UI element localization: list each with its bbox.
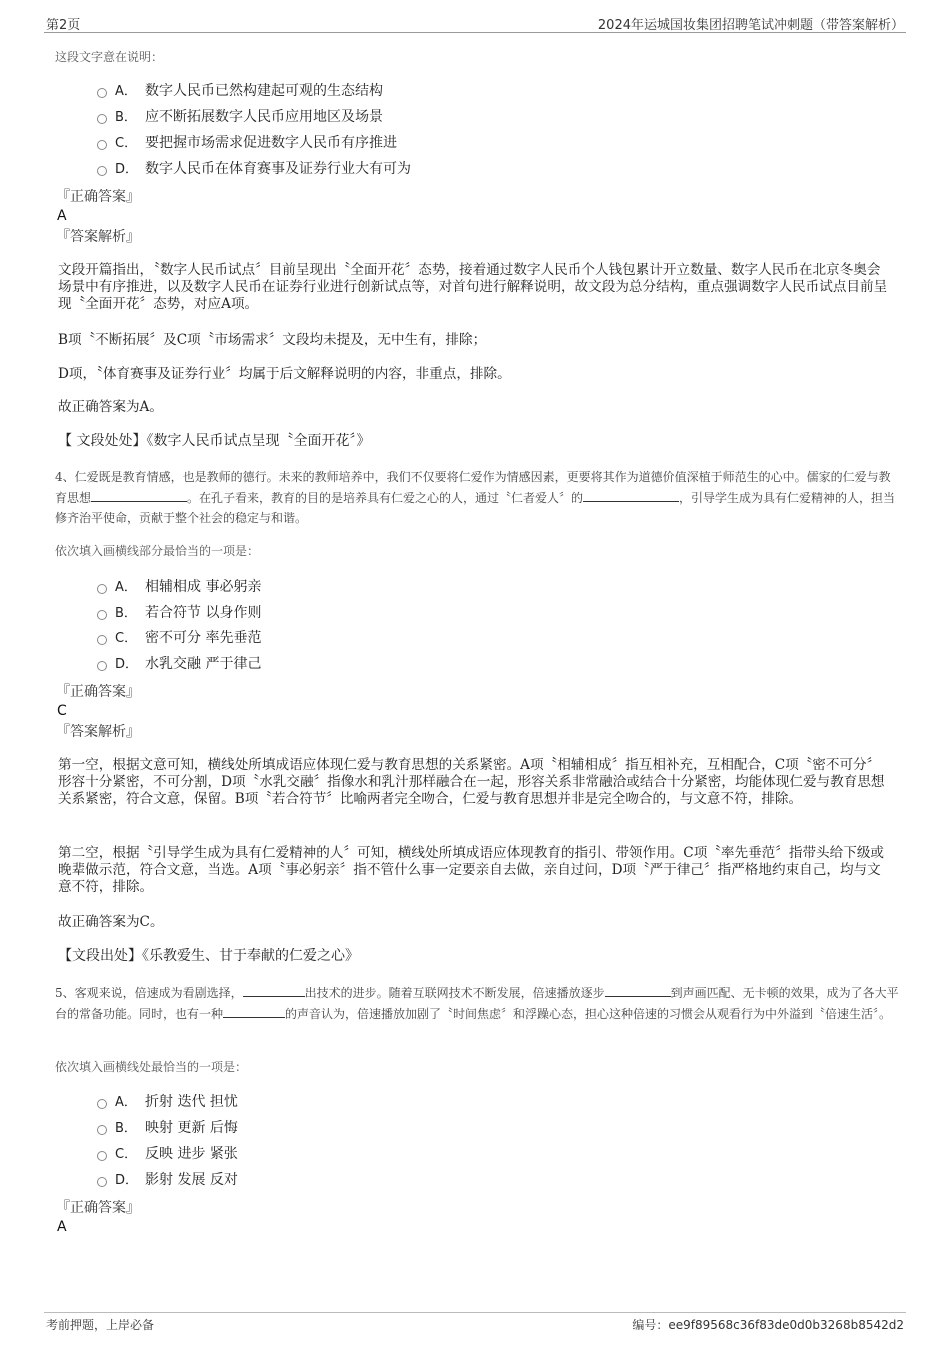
footer-slogan: 考前押题，上岸必备 bbox=[46, 1318, 155, 1332]
q3-option-b[interactable] bbox=[97, 107, 383, 127]
q5-stem-part-1: 5、客观来说，倍速成为看剧选择， bbox=[55, 986, 243, 1000]
radio-icon[interactable] bbox=[97, 1151, 107, 1161]
option-letter: C． bbox=[115, 136, 138, 151]
option-text: 映射 更新 后悔 bbox=[145, 1120, 238, 1136]
option-text: 相辅相成 事必躬亲 bbox=[145, 579, 262, 595]
radio-icon[interactable] bbox=[97, 610, 107, 620]
radio-icon[interactable] bbox=[97, 1099, 107, 1109]
q5-answer-label: 『正确答案』 bbox=[56, 1200, 140, 1216]
radio-icon[interactable] bbox=[97, 166, 107, 176]
option-letter: D． bbox=[115, 1173, 139, 1188]
q5-prompt: 依次填入画横线处最恰当的一项是： bbox=[55, 1060, 248, 1074]
page-header bbox=[44, 12, 906, 33]
option-letter: C． bbox=[115, 631, 138, 646]
option-text: 若合符节 以身作则 bbox=[145, 605, 262, 621]
option-text: 反映 进步 紧张 bbox=[145, 1146, 238, 1162]
q4-source: 【文段出处】《乐教爱生、甘于奉献的仁爱之心》 bbox=[58, 948, 359, 964]
radio-icon[interactable] bbox=[97, 1177, 107, 1187]
q4-answer: C bbox=[57, 703, 67, 719]
q4-option-b[interactable] bbox=[97, 603, 261, 623]
q5-blank-3 bbox=[223, 1005, 285, 1018]
page-footer bbox=[44, 1312, 906, 1337]
radio-icon[interactable] bbox=[97, 88, 107, 98]
page-number: 第2页 bbox=[46, 18, 81, 33]
q3-analysis-para-4: 故正确答案为A。 bbox=[58, 399, 163, 415]
q5-stem-part-4: 的声音认为，倍速播放加剧了〝时间焦虑〞和浮躁心态，担心这种倍速的习惯会从观看行为中外溢到〝倍速生活〞。 bbox=[285, 1006, 892, 1021]
q3-analysis-para-2: B项〝不断拓展〞及C项〝市场需求〞文段均未提及，无中生有，排除； bbox=[58, 332, 487, 348]
q4-stem-part-1: 4、仁爱既是教育情感，也是教师的德行。未来的教师培养中，我们不仅要将仁爱作为情感因素，更要将其作为道德价值深植于师范生的心中。儒家的仁爱与教育思想 bbox=[55, 470, 891, 505]
q4-option-d[interactable] bbox=[97, 654, 261, 674]
q4-analysis-para-3: 故正确答案为C。 bbox=[58, 914, 164, 930]
option-letter: A． bbox=[115, 1095, 137, 1110]
q5-blank-2 bbox=[605, 984, 671, 997]
footer-code-value: ee9f89568c36f83de0d0b3268b8542d2 bbox=[668, 1318, 904, 1332]
option-text: 要把握市场需求促进数字人民币有序推进 bbox=[145, 135, 397, 151]
q4-answer-label: 『正确答案』 bbox=[56, 684, 140, 700]
q5-stem bbox=[55, 983, 900, 1024]
option-text: 密不可分 率先垂范 bbox=[145, 630, 262, 646]
option-text: 折射 迭代 担忧 bbox=[145, 1094, 238, 1110]
option-letter: B． bbox=[115, 1121, 137, 1136]
q4-analysis-para-1: 第一空，根据文意可知，横线处所填成语应体现仁爱与教育思想的关系紧密。A项〝相辅相成〞指互相补充，互相配合，C项〝密不可分〞形容十分紧密，不可分割，D项〝水乳交融〞指像水和乳汁那样融合在一起，形容关系非常融洽或结合十分紧密，均能体现仁爱与教育思想关系紧密，符合文意，保留。B项〝若合符节〞比喻两者完全吻合，仁爱与教育思想并非是完全吻合的，与文意不符，排除。 bbox=[58, 757, 885, 807]
option-letter: A． bbox=[115, 84, 137, 99]
q4-prompt: 依次填入画横线部分最恰当的一项是： bbox=[55, 544, 260, 558]
footer-code-label: 编号： bbox=[632, 1318, 669, 1332]
q3-analysis-para-3: D项，〝体育赛事及证券行业〞均属于后文解释说明的内容，非重点，排除。 bbox=[58, 366, 511, 382]
footer-code bbox=[632, 1316, 904, 1333]
radio-icon[interactable] bbox=[97, 661, 107, 671]
radio-icon[interactable] bbox=[97, 140, 107, 150]
q4-option-a[interactable] bbox=[97, 577, 261, 597]
q5-option-b[interactable] bbox=[97, 1118, 238, 1138]
q3-option-c[interactable] bbox=[97, 133, 397, 153]
q4-option-c[interactable] bbox=[97, 628, 261, 648]
radio-icon[interactable] bbox=[97, 584, 107, 594]
option-letter: D． bbox=[115, 162, 139, 177]
q5-option-d[interactable] bbox=[97, 1170, 238, 1190]
radio-icon[interactable] bbox=[97, 114, 107, 124]
q3-analysis-label: 『答案解析』 bbox=[56, 229, 140, 245]
q5-option-c[interactable] bbox=[97, 1144, 238, 1164]
option-letter: B． bbox=[115, 110, 137, 125]
option-text: 影射 发展 反对 bbox=[145, 1172, 238, 1188]
option-text: 数字人民币在体育赛事及证券行业大有可为 bbox=[145, 161, 411, 177]
q3-option-a[interactable] bbox=[97, 81, 383, 101]
q3-prompt: 这段文字意在说明： bbox=[55, 50, 164, 64]
option-text: 水乳交融 严于律己 bbox=[145, 656, 262, 672]
q5-stem-part-3: 到声画匹配、无卡顿的效果，成为了各大平台的常备功能。同时，也有一种 bbox=[55, 986, 899, 1021]
q3-analysis-para-1: 文段开篇指出，〝数字人民币试点〞目前呈现出〝全面开花〞态势，接着通过数字人民币个人钱包累计开立数量、数字人民币在北京冬奥会场景中有序推进，以及数字人民币在证券行业进行创新试点等，对首句进行解释说明，故文段为总分结构，重点强调数字人民币试点目前呈现〝全面开花〞态势，对应A项。 bbox=[58, 262, 888, 312]
q4-blank-2 bbox=[583, 489, 679, 502]
q5-option-a[interactable] bbox=[97, 1092, 238, 1112]
option-letter: B． bbox=[115, 606, 137, 621]
q4-stem bbox=[55, 467, 900, 529]
q3-option-d[interactable] bbox=[97, 159, 411, 179]
q4-analysis-para-2: 第二空，根据〝引导学生成为具有仁爱精神的人〞可知，横线处所填成语应体现教育的指引、带领作用。C项〝率先垂范〞指带头给下级或晚辈做示范，符合文意，当选。A项〝事必躬亲〞指不管什么事一定要亲自去做，亲自过问，D项〝严于律己〞指严格地约束自己，均与文意不符，排除。 bbox=[58, 845, 885, 895]
q5-stem-part-2: 出技术的进步。随着互联网技术不断发展，倍速播放逐步 bbox=[304, 986, 605, 1000]
q3-answer: A bbox=[57, 208, 67, 224]
option-text: 应不断拓展数字人民币应用地区及场景 bbox=[145, 109, 383, 125]
document-title: 2024年运城国妆集团招聘笔试冲刺题（带答案解析） bbox=[597, 18, 904, 33]
radio-icon[interactable] bbox=[97, 635, 107, 645]
q4-blank-1 bbox=[91, 489, 187, 502]
q3-answer-label: 『正确答案』 bbox=[56, 189, 140, 205]
q4-analysis-label: 『答案解析』 bbox=[56, 724, 140, 740]
q5-blank-1 bbox=[243, 984, 305, 997]
option-letter: A． bbox=[115, 580, 137, 595]
option-text: 数字人民币已然构建起可观的生态结构 bbox=[145, 83, 383, 99]
q4-stem-part-2: 。在孔子看来，教育的目的是培养具有仁爱之心的人，通过〝仁者爱人〞的 bbox=[187, 490, 584, 505]
option-letter: D． bbox=[115, 657, 139, 672]
radio-icon[interactable] bbox=[97, 1125, 107, 1135]
q5-answer: A bbox=[57, 1219, 67, 1235]
q3-source: 【 文段处处】《数字人民币试点呈现〝全面开花〞》 bbox=[58, 433, 371, 449]
q4-stem-part-3: ，引导学生成为具有仁爱精神的人，担当修齐治平使命，贡献于整个社会的稳定与和谐。 bbox=[55, 490, 896, 525]
option-letter: C． bbox=[115, 1147, 138, 1162]
